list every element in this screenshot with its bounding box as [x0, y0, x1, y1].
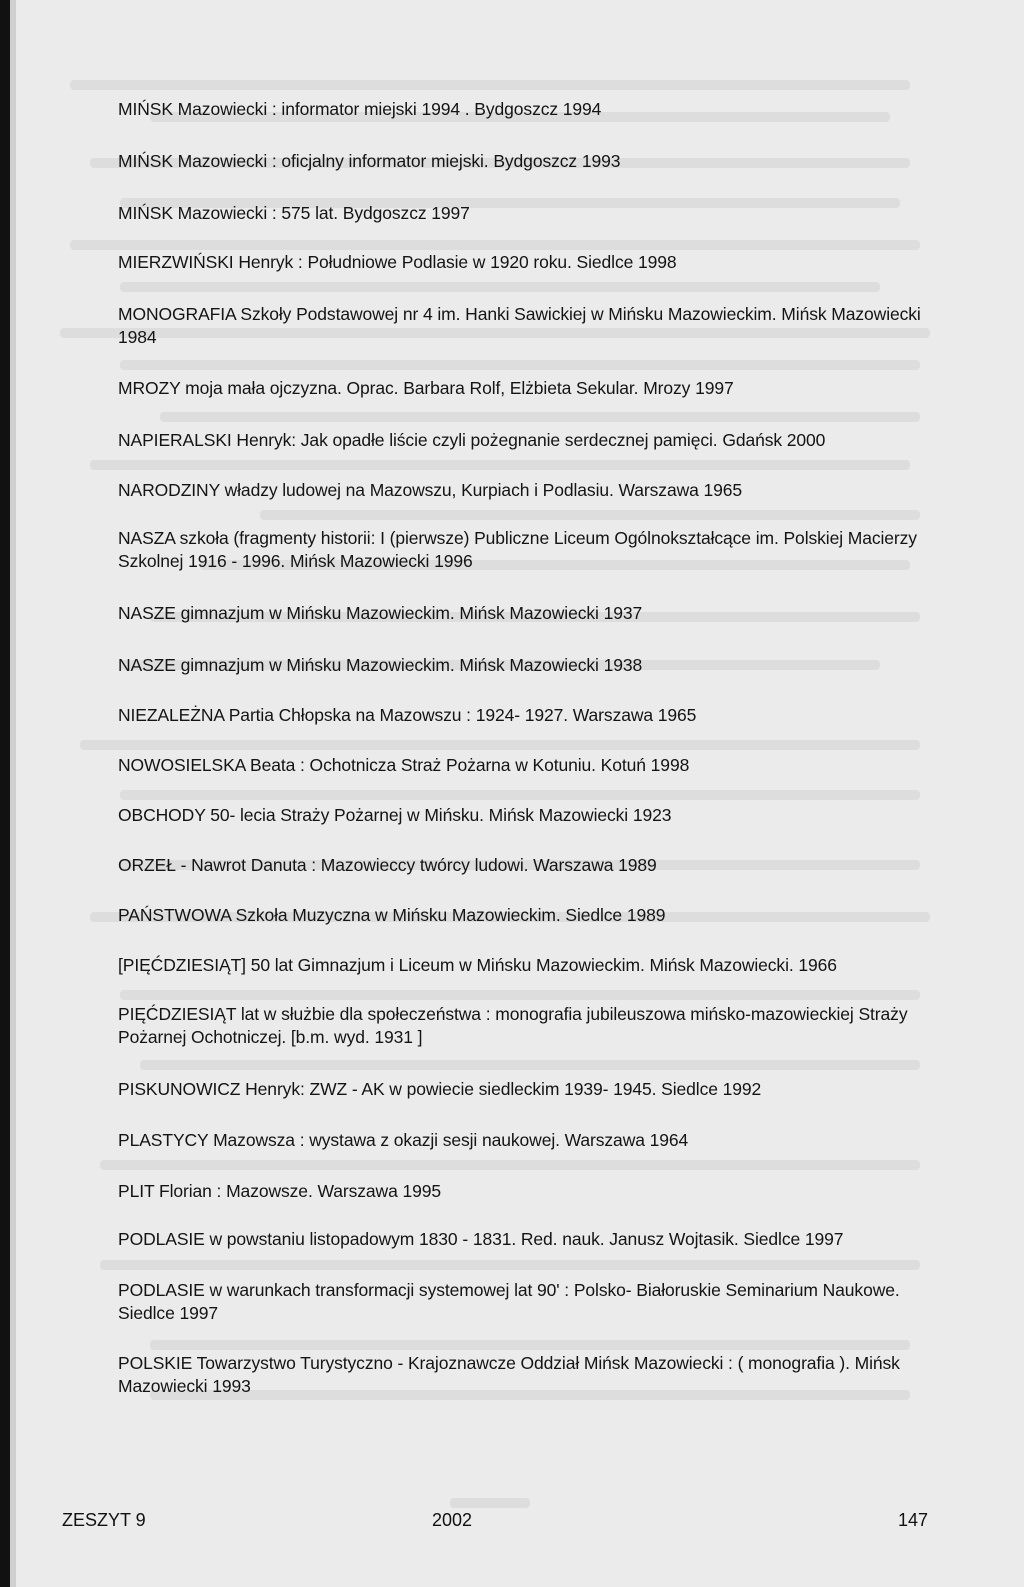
bibliography-entry: PODLASIE w warunkach transformacji systemowej lat 90' : Polsko- Białoruskie Seminarium Naukowe. Siedlce 1997	[118, 1280, 900, 1323]
bibliography-entry: NIEZALEŻNA Partia Chłopska na Mazowszu : 1924- 1927. Warszawa 1965	[118, 705, 697, 725]
bibliography-entry: PLIT Florian : Mazowsze. Warszawa 1995	[118, 1181, 441, 1201]
bibliography-entry: MONOGRAFIA Szkoły Podstawowej nr 4 im. Hanki Sawickiej w Mińsku Mazowieckim. Mińsk Mazowiecki 1984	[118, 304, 921, 347]
bibliography-entry: NARODZINY władzy ludowej na Mazowszu, Kurpiach i Podlasiu. Warszawa 1965	[118, 480, 743, 500]
bibliography-entry: NOWOSIELSKA Beata : Ochotnicza Straż Pożarna w Kotuniu. Kotuń 1998	[118, 755, 690, 775]
bibliography-entry: ORZEŁ - Nawrot Danuta : Mazowieccy twórcy ludowi. Warszawa 1989	[118, 855, 657, 875]
page-number: 147	[898, 1510, 929, 1530]
bibliography-entry: POLSKIE Towarzystwo Turystyczno - Krajoznawcze Oddział Mińsk Mazowiecki : ( monografia ). Mińsk Mazowiecki 1993	[118, 1353, 900, 1396]
bibliography-entry: MROZY moja mała ojczyzna. Oprac. Barbara Rolf, Elżbieta Sekular. Mrozy 1997	[118, 378, 734, 398]
page-edge	[10, 0, 16, 1587]
bibliography-entry: NAPIERALSKI Henryk: Jak opadłe liście czyli pożegnanie serdecznej pamięci. Gdańsk 2000	[118, 430, 826, 450]
bibliography-entry: NASZA szkoła (fragmenty historii: I (pierwsze) Publiczne Liceum Ogólnokształcące im. Polskiej Macierzy Szkolnej 1916 - 1996. Mińsk Mazowiecki 1996	[118, 528, 917, 571]
bibliography-entry: NASZE gimnazjum w Mińsku Mazowieckim. Mińsk Mazowiecki 1937	[118, 603, 643, 623]
book-spine	[0, 0, 10, 1587]
journal-issue: ZESZYT 9	[62, 1510, 146, 1530]
bibliography-entry: OBCHODY 50- lecia Straży Pożarnej w Mińsku. Mińsk Mazowiecki 1923	[118, 805, 672, 825]
publication-year: 2002	[432, 1510, 473, 1530]
bibliography-entry: MIERZWIŃSKI Henryk : Południowe Podlasie w 1920 roku. Siedlce 1998	[118, 252, 677, 272]
bibliography-entry: MIŃSK Mazowiecki : oficjalny informator miejski. Bydgoszcz 1993	[118, 151, 621, 171]
bibliography-entry: PIĘĆDZIESIĄT lat w służbie dla społeczeństwa : monografia jubileuszowa mińsko-mazowieckiej Straży Pożarnej Ochotniczej. [b.m. wyd. 1931 ]	[118, 1004, 908, 1047]
bibliography-entry: NASZE gimnazjum w Mińsku Mazowieckim. Mińsk Mazowiecki 1938	[118, 655, 643, 675]
bibliography-entry: PODLASIE w powstaniu listopadowym 1830 - 1831. Red. nauk. Janusz Wojtasik. Siedlce 1997	[118, 1229, 844, 1249]
bibliography-entry: PISKUNOWICZ Henryk: ZWZ - AK w powiecie siedleckim 1939- 1945. Siedlce 1992	[118, 1079, 762, 1099]
bibliography-entry: PLASTYCY Mazowsza : wystawa z okazji sesji naukowej. Warszawa 1964	[118, 1130, 689, 1150]
bibliography-entry: MIŃSK Mazowiecki : 575 lat. Bydgoszcz 1997	[118, 203, 470, 223]
page-footer	[0, 1510, 1024, 1540]
bibliography-entry: [PIĘĆDZIESIĄT] 50 lat Gimnazjum i Liceum w Mińsku Mazowieckim. Mińsk Mazowiecki. 1966	[118, 955, 837, 975]
bibliography-entry: PAŃSTWOWA Szkoła Muzyczna w Mińsku Mazowieckim. Siedlce 1989	[118, 905, 666, 925]
bibliography-entry: MIŃSK Mazowiecki : informator miejski 1994 . Bydgoszcz 1994	[118, 99, 602, 119]
